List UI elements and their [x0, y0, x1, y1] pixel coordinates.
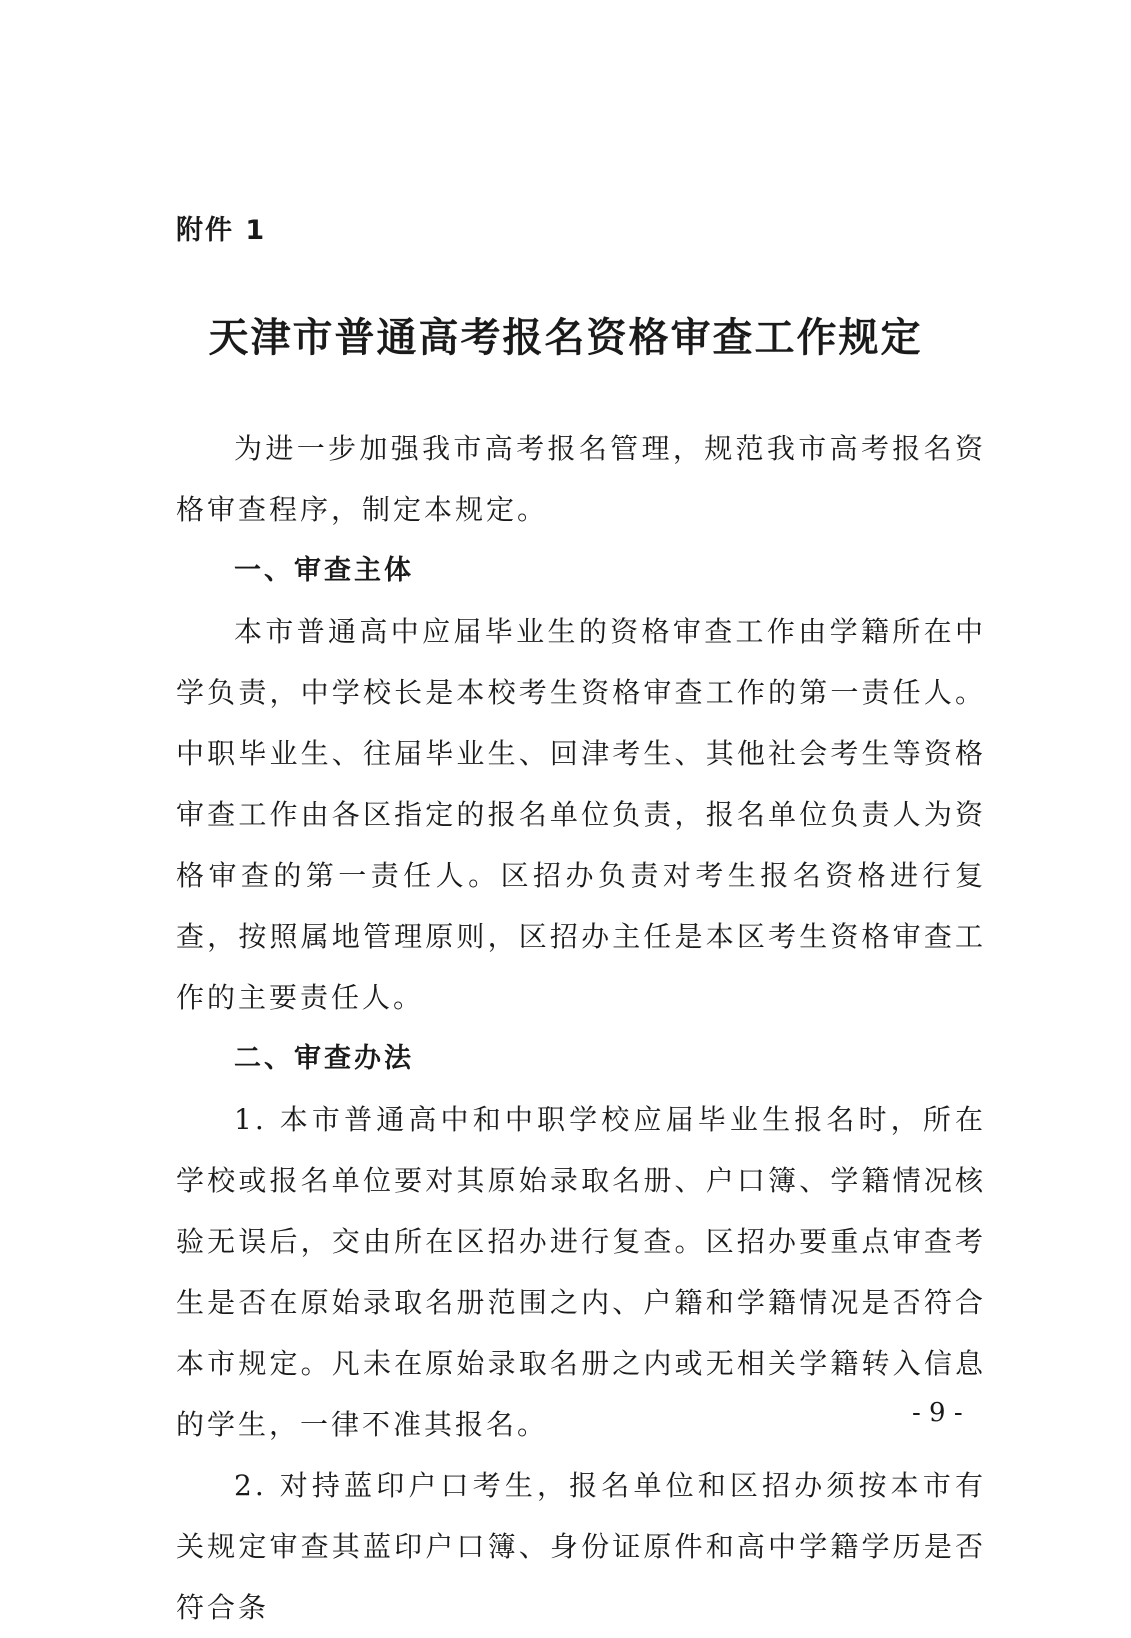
page-number: - 9 - — [912, 1398, 963, 1428]
section-heading-1: 一、审查主体 — [234, 555, 414, 586]
section-heading-2: 二、审查办法 — [234, 1043, 414, 1074]
section-1-paragraph: 本市普通高中应届毕业生的资格审查工作由学籍所在中学负责，中学校长是本校考生资格审查工作的第一责任人。中职毕业生、往届毕业生、回津考生、其他社会考生等资格审查工作由各区指定的报名单位负责，报名单位负责人为资格审查的第一责任人。区招办负责对考生报名资格进行复查，按照属地管理原则，区招办主任是本区考生资格审查工作的主要责任人。 — [176, 615, 986, 1014]
attachment-label: 附件 1 — [176, 215, 267, 246]
intro-paragraph: 为进一步加强我市高考报名管理，规范我市高考报名资格审查程序，制定本规定。 — [176, 432, 986, 526]
document-title: 天津市普通高考报名资格审查工作规定 — [208, 314, 923, 361]
section-2-item-1: 1. 本市普通高中和中职学校应届毕业生报名时，所在学校或报名单位要对其原始录取名册、户口簿、学籍情况核验无误后，交由所在区招办进行复查。区招办要重点审查考生是否在原始录取名册范围之内、户籍和学籍情况是否符合本市规定。凡未在原始录取名册之内或无相关学籍转入信息的学生，一律不准其报名。 — [176, 1103, 986, 1441]
document-body — [176, 418, 986, 1638]
section-2-item-2: 2. 对持蓝印户口考生，报名单位和区招办须按本市有关规定审查其蓝印户口簿、身份证原件和高中学籍学历是否符合条 — [176, 1469, 986, 1624]
